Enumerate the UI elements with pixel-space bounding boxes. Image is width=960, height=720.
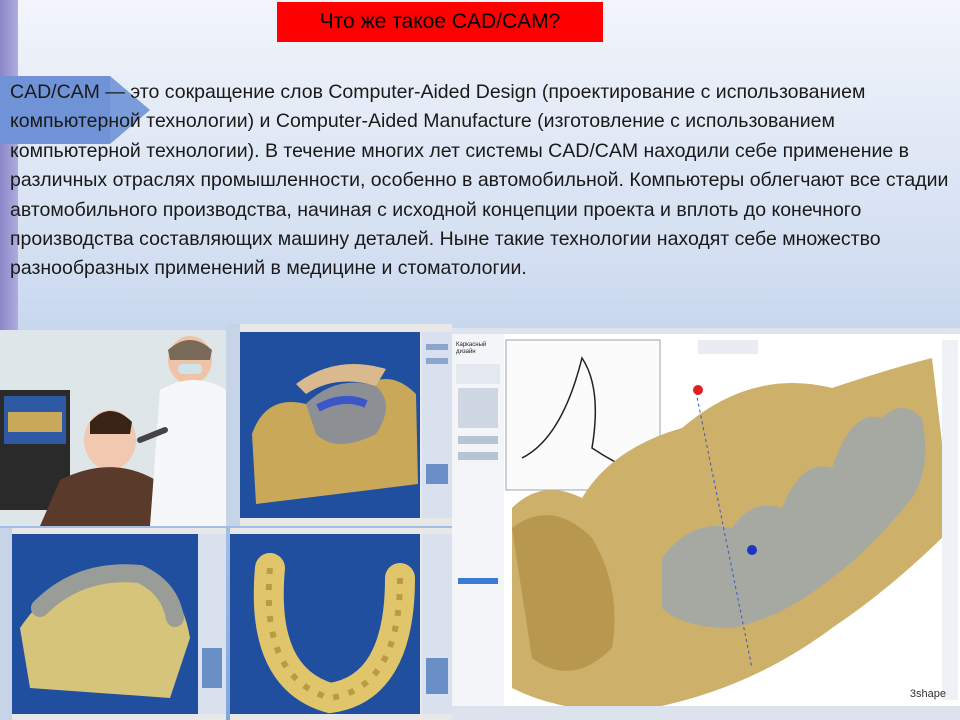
slide-title-text: Что же такое CAD/CAM? <box>319 10 561 33</box>
dentist-photo <box>0 330 226 526</box>
design-panel-title: Каркасный дизайн <box>456 342 487 355</box>
software-screen-3shape <box>452 328 960 720</box>
bridge-screen-illustration <box>0 528 226 720</box>
dentist-photo-illustration <box>0 330 226 526</box>
brand-logo-text: 3shape <box>909 688 946 700</box>
slide-body-text: CAD/CAM — это сокращение слов Computer-Aided Design (проектирование с использованием компьютерной технологии) и Computer-Aided Manufacture (изготовление с использованием компьютерной технологии). В течение многих лет системы CAD/CAM находили себе применение в различных отраслях промышленности, особенно в автомобильной. Компьютеры облегчают все стадии автомобильного производства, начиная с исходной концепции проекта и вплоть до конечного производства составляющих машину деталей. Ныне такие технологии находят себе множество разнообразных применений в медицине и стоматологии. <box>10 81 949 280</box>
3shape-screen-illustration <box>452 328 960 720</box>
software-screen-arch <box>230 528 452 720</box>
crown-screen-illustration <box>226 324 452 526</box>
software-screen-crown <box>226 324 452 526</box>
arch-screen-illustration <box>230 528 452 720</box>
slide-title <box>277 2 603 42</box>
software-screen-bridge <box>0 528 226 720</box>
